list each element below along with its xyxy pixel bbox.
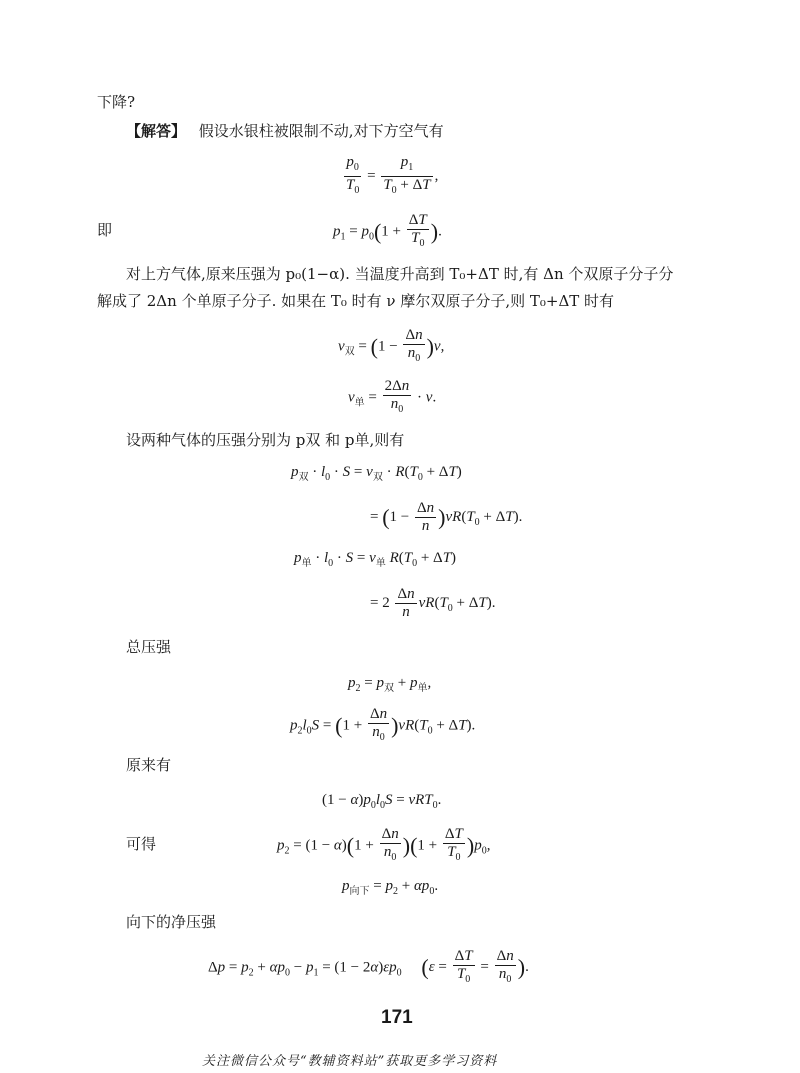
text-line: 下降?	[97, 93, 136, 111]
paragraph-line: 设两种气体的压强分别为 p双 和 p单,则有	[126, 431, 405, 449]
answer-intro: 假设水银柱被限制不动,对下方空气有	[198, 122, 444, 140]
footer-watermark: 关注微信公众号“教辅资料站”获取更多学习资料	[202, 1054, 498, 1069]
equation-3: $\nu_双 = (1$ − $\frac{\Delta n}{n_0}$ )ν,	[338, 327, 445, 364]
equation-5: $p_双 \cdot l_0 \cdot S = \nu_双 \cdot R(T_0 + \Delta T)$	[291, 464, 462, 483]
equation-8: $p_2l_0S = (1$ + $\frac{\Delta n}{n_0}$ )$\nu R(T_0 + \Delta T)$.	[290, 706, 476, 743]
equation-11: $p_{向下} = p_2 + \alpha p_0$.	[342, 878, 439, 897]
equation-6: $p_单 \cdot l_0 \cdot S = \nu_单$ $R(T_0 + \Delta T)$	[294, 550, 457, 569]
label-ke-de: 可得	[126, 835, 157, 853]
equation-7: $p_2 = p_双 + p_单$,	[348, 675, 432, 694]
equation-6b: = 2 $\frac{\Delta n}{n}$ $\nu R(T_0 + \Delta T)$.	[370, 586, 496, 620]
label-net-down: 向下的净压强	[126, 913, 217, 931]
ji-label: 即	[97, 221, 113, 239]
equation-2: $p_1 = p_0(1$ + $\frac{\Delta T}{T_0}$ ).	[333, 212, 442, 249]
answer-tag: 【解答】	[126, 122, 187, 140]
equation-9: $(1 - \alpha)p_0l_0S = \nu RT_0$.	[322, 792, 442, 811]
label-total-pressure: 总压强	[126, 638, 172, 656]
page-number: 171	[381, 1007, 413, 1028]
paragraph-line: 对上方气体,原来压强为 p₀(1−α). 当温度升高到 T₀+ΔT 时,有 Δn 个双原子分子分	[126, 265, 674, 283]
equation-5b: = (1 − $\frac{\Delta n}{n}$ )$\nu R(T_0 + \Delta T)$.	[370, 500, 523, 534]
equation-10: $p_2 = (1 - \alpha)(1$ + $\frac{\Delta n}{n_0}$ )(1 + $\frac{\Delta T}{T_0}$ )$p_0$,	[277, 826, 491, 863]
paragraph-line: 解成了 2Δn 个单原子分子. 如果在 T₀ 时有 ν 摩尔双原子分子,则 T₀+ΔT 时有	[97, 292, 615, 310]
equation-4: $\nu_单$ = $\frac{2\Delta n}{n_0}$ · ν.	[348, 378, 437, 415]
equation-12: $\Delta p = p_2 + \alpha p_0 - p_1 = (1 - 2\alpha)\varepsilon p_0$ (ε = $\frac{\Delta T}{T_0}$ = $\frac{\Delta n}{n_0}$ ).	[208, 948, 529, 985]
equation-1: $\frac{p_0}{T_0}$ = $\frac{p_1}{T_0 + \Delta T}$ ,	[346, 154, 439, 196]
answer-line	[126, 121, 444, 141]
label-originally: 原来有	[126, 756, 172, 774]
